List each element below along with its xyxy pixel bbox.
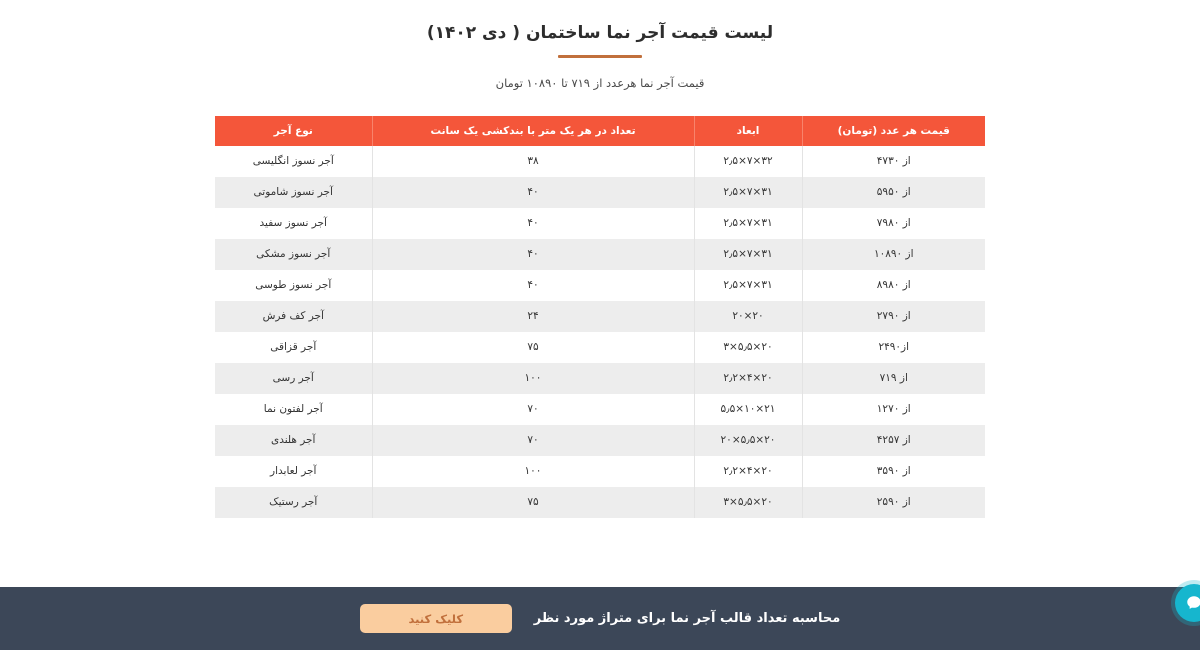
cell-dimensions: ۲۰×۴×۲٫۲ [694, 456, 802, 487]
cell-dimensions: ۲۰×۵٫۵×۳ [694, 487, 802, 518]
cell-brick-type: آجر لفتون نما [263, 403, 323, 416]
cell-count: ۴۰ [372, 270, 694, 301]
cell-price: از ۱۰۸۹۰ [802, 239, 985, 270]
page-subtitle: قیمت آجر نما هرعدد از ۷۱۹ تا ۱۰۸۹۰ تومان [495, 75, 705, 90]
table-row [215, 487, 985, 518]
cell-brick-type: آجر کف فرش [262, 310, 324, 323]
table-row [215, 239, 985, 270]
column-header-count-per-meter: تعداد در هر یک متر با بندکشی یک سانت [372, 116, 694, 146]
cell-brick-type: آجر لعابدار [270, 465, 317, 478]
table-body [215, 146, 985, 518]
calculate-bricks-button[interactable]: کلیک کنید [360, 604, 512, 633]
cell-dimensions: ۲۰×۵٫۵×۳ [694, 332, 802, 363]
cell-dimensions: ۲۰×۲۰ [694, 301, 802, 332]
table-row [215, 363, 985, 394]
cell-price: از ۱۲۷۰ [802, 394, 985, 425]
table-header-row [215, 116, 985, 146]
table-row [215, 425, 985, 456]
cell-price: از ۳۵۹۰ [802, 456, 985, 487]
cell-price: از ۲۵۹۰ [802, 487, 985, 518]
cell-price: از۲۴۹۰ [802, 332, 985, 363]
table-row [215, 332, 985, 363]
column-header-brick-type: نوع آجر [215, 116, 372, 146]
cell-brick-type: آجر نسوز شاموتی [253, 186, 333, 199]
cell-dimensions: ۲۰×۴×۲٫۲ [694, 363, 802, 394]
cell-brick-type: آجر قزاقی [270, 341, 317, 354]
footer-cta-bar [0, 587, 1200, 650]
cell-count: ۲۴ [372, 301, 694, 332]
cell-dimensions: ۳۱×۷×۲٫۵ [694, 239, 802, 270]
title-underline-accent [558, 55, 642, 58]
footer-cta-text: محاسبه تعداد قالب آجر نما برای متراژ مورد نظر [533, 611, 841, 626]
cell-dimensions: ۲۱×۱۰×۵٫۵ [694, 394, 802, 425]
price-table [215, 116, 985, 518]
table-row [215, 394, 985, 425]
cell-dimensions: ۲۰×۵٫۵×۲۰ [694, 425, 802, 456]
cell-count: ۴۰ [372, 177, 694, 208]
cell-count: ۴۰ [372, 239, 694, 270]
chat-bubble-icon [1185, 594, 1200, 612]
cell-dimensions: ۳۲×۷×۲٫۵ [694, 146, 802, 177]
table-header [215, 116, 985, 146]
cell-brick-type: آجر رسی [272, 372, 314, 385]
table-row [215, 456, 985, 487]
cell-brick-type: آجر نسوز سفید [259, 217, 327, 230]
column-header-price: قیمت هر عدد (تومان) [802, 116, 985, 146]
cell-price: از ۵۹۵۰ [802, 177, 985, 208]
cell-price: از ۴۷۳۰ [802, 146, 985, 177]
table-row [215, 146, 985, 177]
cell-brick-type: آجر نسوز انگلیسی [252, 155, 334, 168]
cell-price: از ۲۷۹۰ [802, 301, 985, 332]
cell-count: ۷۵ [372, 332, 694, 363]
table-row [215, 270, 985, 301]
cell-dimensions: ۳۱×۷×۲٫۵ [694, 270, 802, 301]
cell-dimensions: ۳۱×۷×۲٫۵ [694, 177, 802, 208]
cell-count: ۷۵ [372, 487, 694, 518]
cell-brick-type: آجر هلندی [271, 434, 316, 447]
column-header-dimensions: ابعاد [694, 116, 802, 146]
cell-brick-type: آجر نسوز طوسی [255, 279, 332, 292]
cell-price: از ۷۱۹ [802, 363, 985, 394]
cell-dimensions: ۳۱×۷×۲٫۵ [694, 208, 802, 239]
cell-price: از ۴۲۵۷ [802, 425, 985, 456]
cell-count: ۱۰۰ [372, 456, 694, 487]
cell-count: ۴۰ [372, 208, 694, 239]
cell-price: از ۷۹۸۰ [802, 208, 985, 239]
page-header [0, 0, 1200, 90]
price-table-container [215, 116, 985, 518]
cell-count: ۳۸ [372, 146, 694, 177]
table-row [215, 208, 985, 239]
table-row [215, 301, 985, 332]
cell-price: از ۸۹۸۰ [802, 270, 985, 301]
cell-count: ۱۰۰ [372, 363, 694, 394]
cell-count: ۷۰ [372, 425, 694, 456]
cell-brick-type: آجر رستیک [269, 496, 318, 509]
cell-count: ۷۰ [372, 394, 694, 425]
page-title: لیست قیمت آجر نما ساختمان ( دی ۱۴۰۲) [426, 23, 774, 43]
cell-brick-type: آجر نسوز مشکی [256, 248, 331, 261]
table-row [215, 177, 985, 208]
